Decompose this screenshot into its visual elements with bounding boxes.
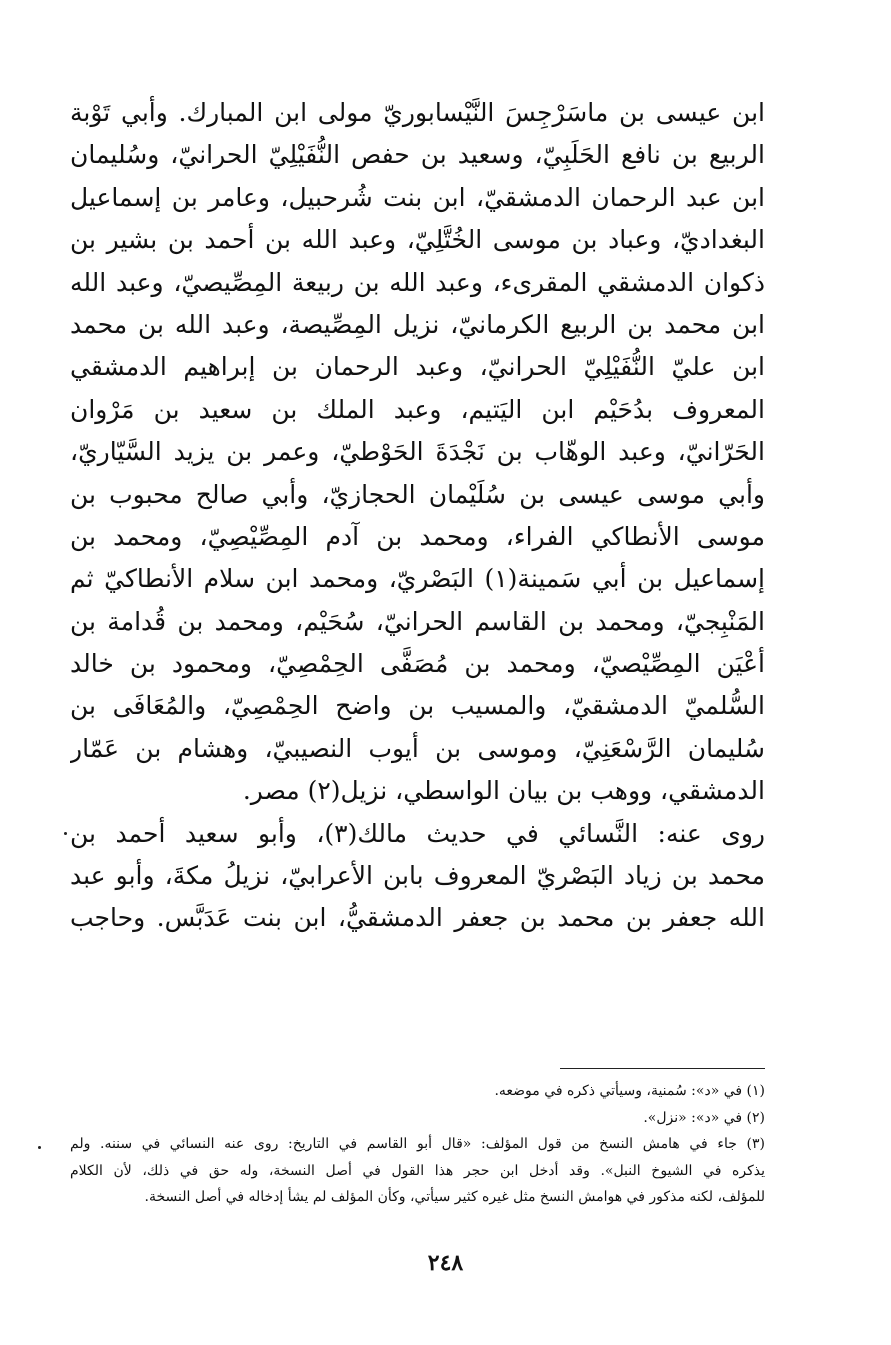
main-text: [70, 92, 765, 940]
text-line: السُّلميّ الدمشقيّ، والمسيب بن واضح الحِمْصِيّ، والمُعَافَى بن: [70, 691, 765, 721]
text-line: ابن عيسى بن ماسَرْجِسَ النَّيْسابوريّ مولى ابن المبارك. وأبي تَوْبة: [70, 98, 765, 127]
text-line: ذكوان الدمشقي المقرىء، وعبد الله بن ربيعة المِصِّيصيّ، وعبد الله: [70, 267, 765, 297]
scan-speck: [64, 832, 67, 835]
text-line: روى عنه: النَّسائي في حديث مالك(٣)، وأبو سعيد أحمد بن: [70, 818, 765, 848]
page-number: ٢٤٨: [427, 1250, 464, 1276]
text-line: المَنْبِجيّ، ومحمد بن القاسم الحرانيّ، سُحَيْم، ومحمد بن قُدامة بن: [70, 606, 765, 636]
footnote-separator: [560, 1068, 765, 1069]
footnote-1: (١) في «د»: سُمنية، وسيأتي ذكره في موضعه.: [494, 1083, 765, 1099]
footnote-3-line: للمؤلف، لكنه مذكور في هوامش النسخ مثل غيره كثير سيأتي، وكأن المؤلف لم يشأ إدخاله في أصل النسخة.: [144, 1189, 765, 1205]
text-line: الحَرّانيّ، وعبد الوهّاب بن نَجْدَةَ الحَوْطيّ، وعمر بن يزيد السَّيّاريّ،: [70, 437, 765, 467]
text-line: محمد بن زياد البَصْريّ المعروف بابن الأعرابيّ، نزيلُ مكةَ، وأبو عبد: [70, 861, 765, 891]
footnote-2: (٢) في «د»: «نزل».: [643, 1109, 765, 1126]
footnotes: [70, 1078, 765, 1211]
text-line: المعروف بدُحَيْم ابن اليَتيم، وعبد الملك بن سعيد بن مَرْوان: [70, 394, 765, 424]
text-line: أعْيَن المِصِّيْصيّ، ومحمد بن مُصَفَّى الحِمْصِيّ، ومحمود بن خالد: [70, 649, 765, 679]
footnote-3-line: يذكره في الشيوخ النبل». وقد أدخل ابن حجر هذا القول في أصل النسخة، وله حق في ذلك، لأن الكلام: [70, 1162, 765, 1179]
text-line: موسى الأنطاكي الفراء، ومحمد بن آدم المِصِّيْصِيّ، ومحمد بن: [70, 521, 765, 551]
scan-speck: [38, 1146, 41, 1149]
text-line: إسماعيل بن أبي سَمينة(١) البَصْريّ، ومحمد ابن سلام الأنطاكيّ ثم: [70, 564, 765, 594]
text-line: ابن عبد الرحمان الدمشقيّ، ابن بنت شُرحبيل، وعامر بن إسماعيل: [70, 182, 765, 212]
text-line-paragraph-end: الدمشقي، ووهب بن بيان الواسطي، نزيل(٢) مصر.: [242, 776, 765, 806]
text-line: البغداديّ، وعباد بن موسى الخُتَّلِيّ، وعبد الله بن أحمد بن بشير بن: [70, 225, 765, 255]
text-line: ابن عليّ النُّفَيْلِيّ الحرانيّ، وعبد الرحمان بن إبراهيم الدمشقي: [70, 352, 765, 382]
text-line: الربيع بن نافع الحَلَبِيّ، وسعيد بن حفص النُّفَيْلِيّ الحرانيّ، وسُليمان: [70, 140, 765, 170]
text-line: الله جعفر بن محمد بن جعفر الدمشقيُّ، ابن بنت عَدَبَّس. وحاجب: [70, 903, 765, 933]
footnote-3-line: (٣) جاء في هامش النسخ من قول المؤلف: «قال أبو القاسم في التاريخ: روى عنه النسائي في سننه. ولم: [70, 1136, 765, 1152]
text-line: وأبي موسى عيسى بن سُلَيْمان الحجازيّ، وأبي صالح محبوب بن: [70, 479, 765, 509]
text-line: ابن محمد بن الربيع الكرمانيّ، نزيل المِصِّيصة، وعبد الله بن محمد: [70, 309, 765, 339]
text-line: سُليمان الرَّسْعَنِيّ، وموسى بن أيوب النصيبيّ، وهشام بن عَمّار: [70, 733, 765, 763]
